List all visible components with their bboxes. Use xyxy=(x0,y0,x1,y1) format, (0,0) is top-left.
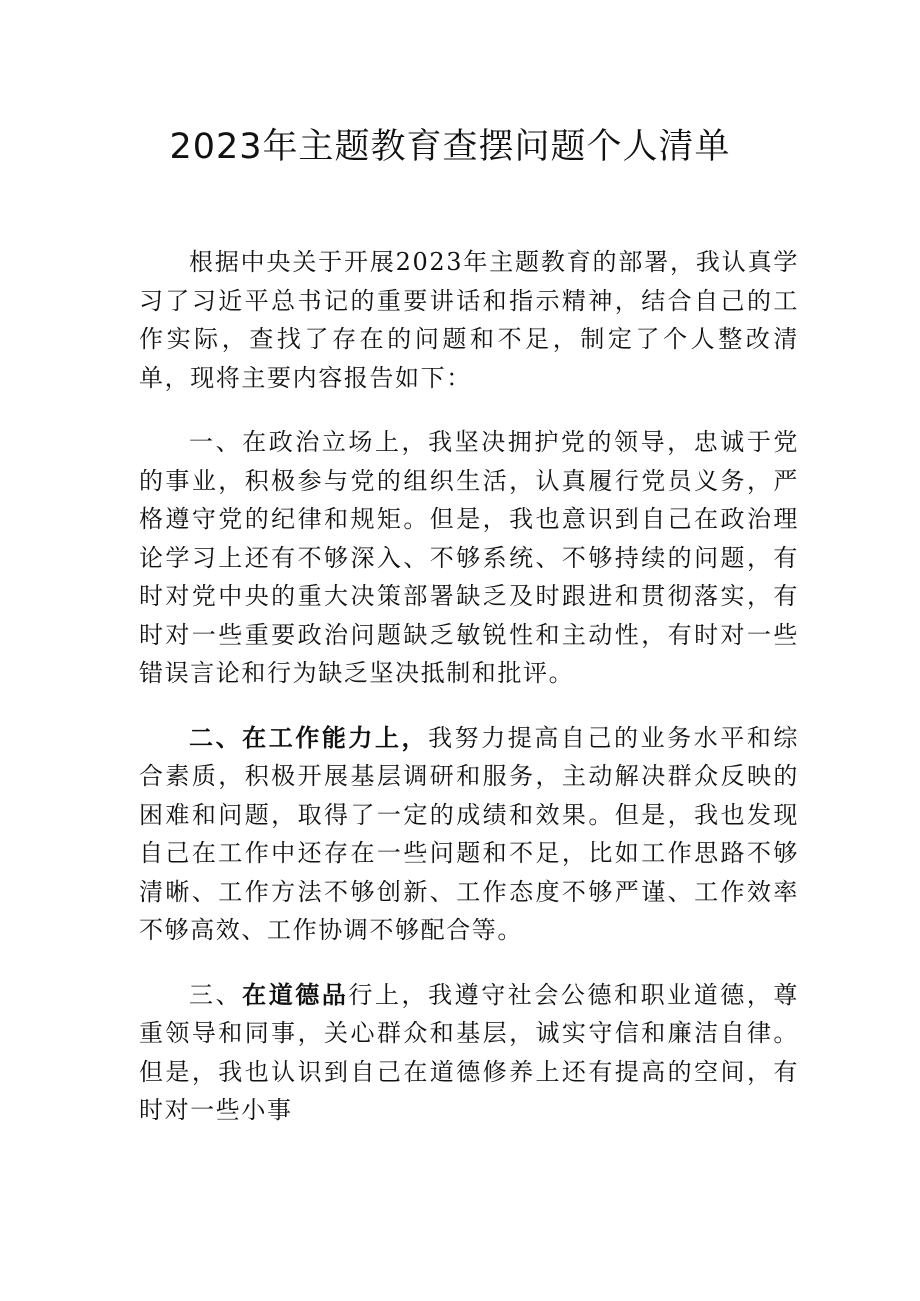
section-2-paragraph xyxy=(139,719,799,950)
section-2-heading: 二、在工作能力上， xyxy=(189,722,429,752)
section-3-text: 行上，我遵守社会公德和职业道德，尊重领导和同事，关心群众和基层，诚实守信和廉洁自律。但是，我也认识到自己在道德修养上还有提高的空间，有时对一些小事 xyxy=(139,980,800,1124)
document-title: 2023年主题教育查摆问题个人清单 xyxy=(169,127,731,167)
section-3-paragraph xyxy=(139,976,799,1130)
document-body xyxy=(139,243,799,1156)
section-1-paragraph: 一、在政治立场上，我坚决拥护党的领导，忠诚于党的事业，积极参与党的组织生活，认真履行党员义务，严格遵守党的纪律和规矩。但是，我也意识到自己在政治理论学习上还有不够深入、不够系统、不够持续的问题，有时对党中央的重大决策部署缺乏及时跟进和贯彻落实，有时对一些重要政治问题缺乏敏锐性和主动性，有时对一些错误言论和行为缺乏坚决抵制和批评。 xyxy=(139,428,799,687)
section-2-text: 我努力提高自己的业务水平和综合素质，积极开展基层调研和服务，主动解决群众反映的困难和问题，取得了一定的成绩和效果。但是，我也发现自己在工作中还存在一些问题和不足，比如工作思路不够清晰、工作方法不够创新、工作态度不够严谨、工作效率不够高效、工作协调不够配合等。 xyxy=(139,723,799,944)
intro-paragraph: 根据中央关于开展2023年主题教育的部署，我认真学习了习近平总书记的重要讲话和指示精神，结合自己的工作实际，查找了存在的问题和不足，制定了个人整改清单，现将主要内容报告如下： xyxy=(139,248,799,392)
section-3-prefix: 三、 xyxy=(189,980,243,1009)
section-3-heading: 在道德品 xyxy=(242,979,349,1009)
